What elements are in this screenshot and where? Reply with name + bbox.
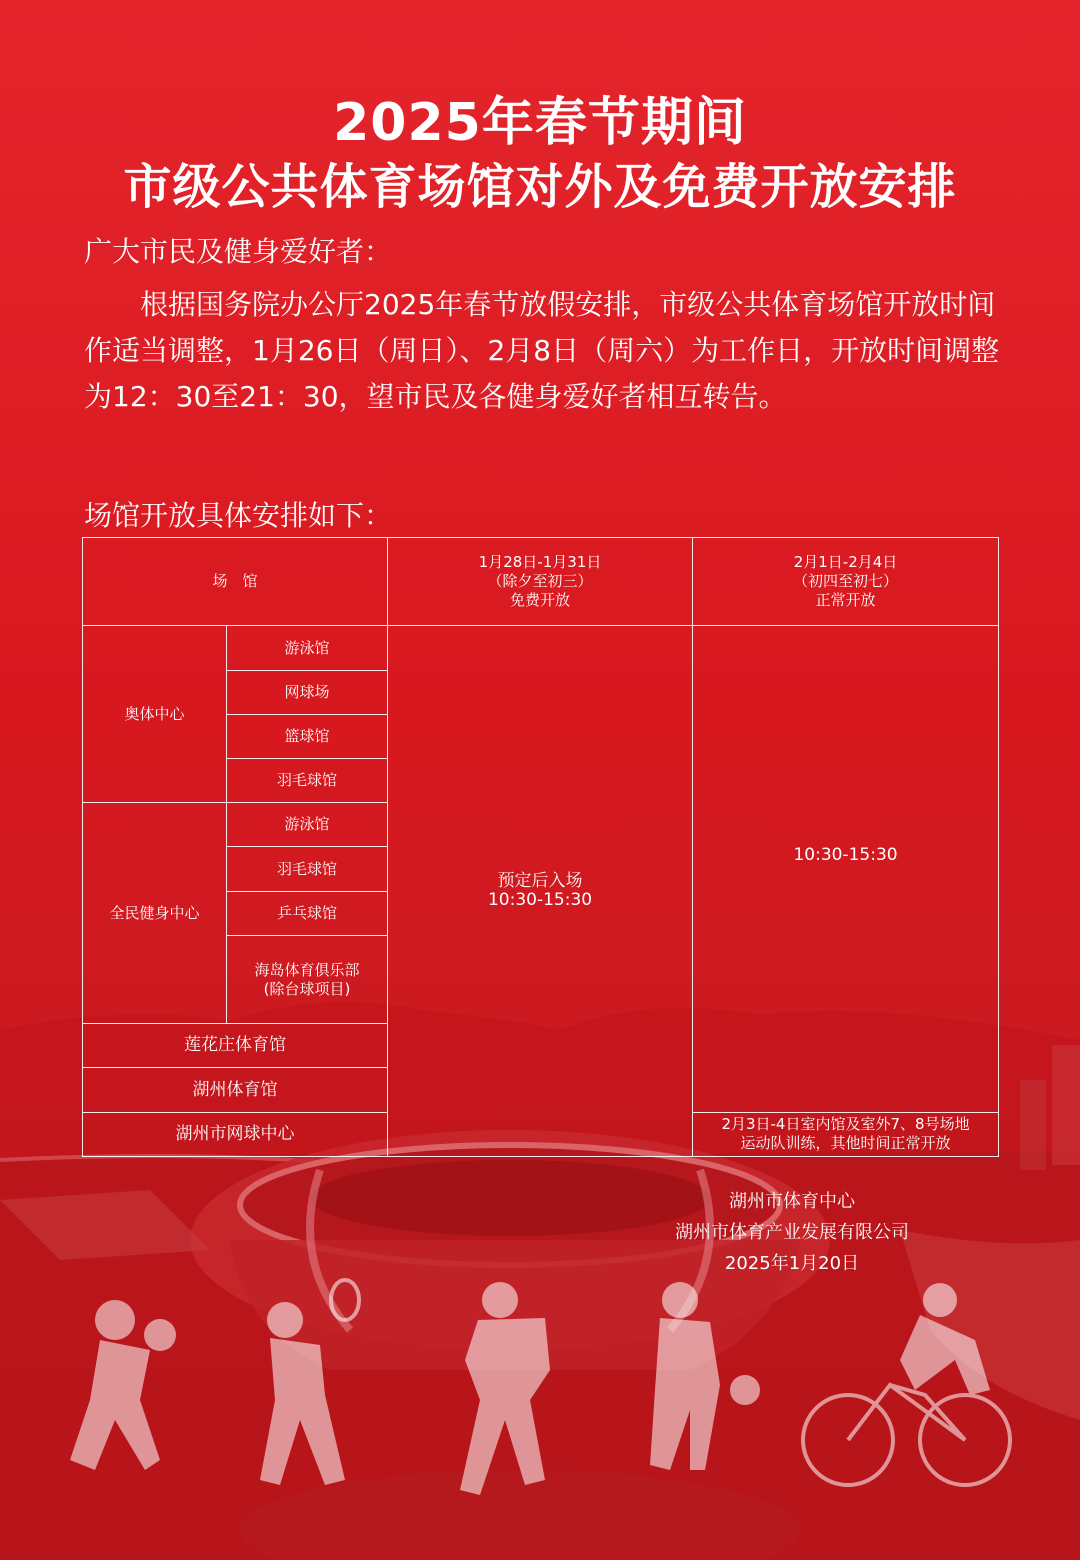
venue-cell: 网球场 xyxy=(227,670,388,714)
title-line-2: 市级公共体育场馆对外及免费开放安排 xyxy=(123,159,957,215)
signature-org-2: 湖州市体育产业发展有限公司 xyxy=(675,1222,909,1243)
venue-cell: 篮球馆 xyxy=(227,714,388,758)
notice-paragraph: 根据国务院办公厅2025年春节放假安排，市级公共体育场馆开放时间作适当调整，1月26日（周日）、2月8日（周六）为工作日，开放时间调整为12：30至21：30，望市民及各健身爱好者相互转告。 xyxy=(84,288,1000,413)
venue-cell: 羽毛球馆 xyxy=(227,847,388,891)
group-fitness-center: 全民健身中心 xyxy=(83,803,227,1024)
venue-cell: 羽毛球馆 xyxy=(227,759,388,803)
signature-date: 2025年1月20日 xyxy=(724,1253,860,1274)
basketball-icon xyxy=(144,1319,176,1351)
group-aoti-center: 奥体中心 xyxy=(83,626,227,803)
period-2-time: 10:30-15:30 xyxy=(693,626,999,1112)
signature-block xyxy=(632,1186,952,1279)
basketball-icon xyxy=(730,1375,760,1405)
venue-lianhuazhuang: 莲花庄体育馆 xyxy=(83,1024,388,1068)
building xyxy=(1052,1045,1080,1165)
header-period-1: 1月28日-1月31日 （除夕至初三） 免费开放 xyxy=(388,538,693,626)
venue-cell: 游泳馆 xyxy=(227,803,388,847)
venue-tennis-center: 湖州市网球中心 xyxy=(83,1112,388,1156)
venue-huzhou-gym: 湖州体育馆 xyxy=(83,1068,388,1112)
signature-org-1: 湖州市体育中心 xyxy=(729,1191,855,1212)
athlete-head xyxy=(95,1300,135,1340)
athlete-head xyxy=(923,1283,957,1317)
table-header-row xyxy=(83,538,999,626)
header-venue: 场 馆 xyxy=(83,538,388,626)
schedule-table xyxy=(82,537,999,1157)
building xyxy=(1020,1080,1046,1170)
greeting: 广大市民及健身爱好者： xyxy=(84,235,393,268)
athlete-head xyxy=(267,1302,303,1338)
venue-cell: 游泳馆 xyxy=(227,626,388,670)
athlete-head xyxy=(482,1282,518,1318)
period-1-note: 预定后入场 10:30-15:30 xyxy=(388,626,693,1157)
schedule-heading: 场馆开放具体安排如下： xyxy=(84,499,393,532)
table-row xyxy=(83,626,999,670)
title-line-1: 2025年春节期间 xyxy=(333,93,747,153)
venue-cell: 海岛体育俱乐部 (除台球项目) xyxy=(227,935,388,1023)
tennis-note: 2月3日-4日室内馆及室外7、8号场地 运动队训练，其他时间正常开放 xyxy=(693,1112,999,1156)
venue-cell: 乒乓球馆 xyxy=(227,891,388,935)
athlete-head xyxy=(662,1282,698,1318)
header-period-2: 2月1日-2月4日 （初四至初七） 正常开放 xyxy=(693,538,999,626)
